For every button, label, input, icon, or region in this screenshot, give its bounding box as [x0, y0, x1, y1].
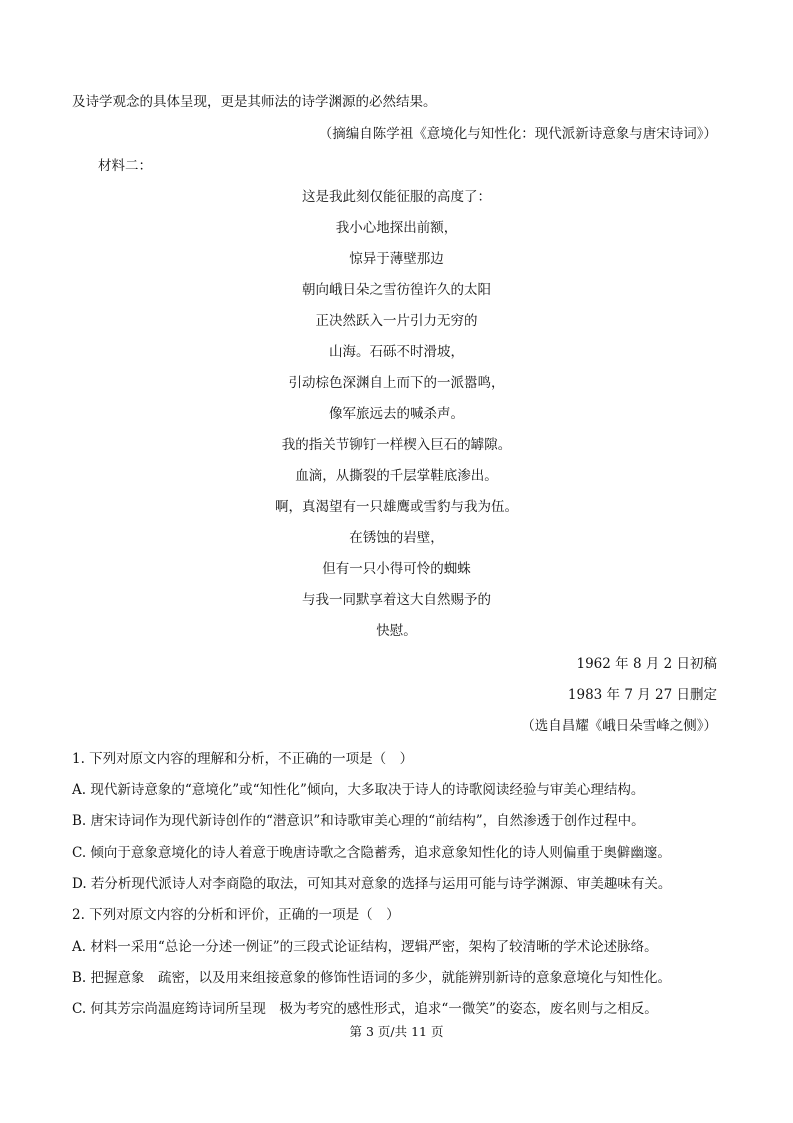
question-2-option-a: A. 材料一采用“总论一分述一例证”的三段式论证结构，逻辑严密，架构了较清晰的学术论述脉络。	[72, 939, 658, 955]
intro-paragraph-end: 及诗学观念的具体呈现，更是其师法的诗学渊源的必然结果。	[72, 94, 437, 110]
poem-date-draft: 1962 年 8 月 2 日初稿	[576, 656, 717, 672]
source-citation-1: （摘编自陈学祖《意境化与知性化：现代派新诗意象与唐宋诗词》）	[318, 126, 717, 142]
source-citation-2: （选自昌耀《峨日朵雪峰之侧》）	[521, 718, 717, 734]
question-2-stem: 2. 下列对原文内容的分析和评价，正确的一项是（ ）	[72, 907, 400, 923]
question-2-option-c: C. 何其芳宗尚温庭筠诗词所呈现 极为考究的感性形式，追求“一微笑”的姿态，废名则与之相反。	[72, 1001, 658, 1017]
poem-line: 与我一同默享着这大自然赐予的	[302, 592, 491, 608]
poem-line: 快慰。	[376, 623, 417, 639]
poem-line: 我的指关节铆钉一样楔入巨石的罅隙。	[281, 437, 512, 453]
question-2-option-b: B. 把握意象 疏密，以及用来组接意象的修饰性语词的多少，就能辨别新诗的意象意境化与知性化。	[72, 970, 672, 986]
question-1-option-a: A. 现代新诗意象的“意境化”或“知性化”倾向，大多取决于诗人的诗歌阅读经验与审美心理结构。	[72, 782, 645, 798]
question-1-option-c: C. 倾向于意象意境化的诗人着意于晚唐诗歌之含隐蓄秀，追求意象知性化的诗人则偏重于奥僻幽邃。	[72, 845, 671, 861]
poem-line: 这是我此刻仅能征服的高度了：	[302, 189, 491, 205]
poem-line: 但有一只小得可怜的蜘蛛	[322, 561, 471, 577]
question-1-stem: 1. 下列对原文内容的理解和分析，不正确的一项是（ ）	[72, 751, 414, 767]
page-number-footer: 第 3 页/共 11 页	[349, 1024, 444, 1039]
poem-line: 血滴，从撕裂的千层掌鞋底渗出。	[295, 468, 498, 484]
poem-line: 啊，真渴望有一只雄鹰或雪豹与我为伍。	[275, 499, 518, 515]
poem-line: 在锈蚀的岩壁，	[349, 530, 444, 546]
poem-line: 像军旅远去的喊杀声。	[329, 406, 464, 422]
poem-line: 山海。石砾不时滑坡，	[329, 344, 464, 360]
question-1-option-b: B. 唐宋诗词作为现代新诗创作的“潜意识”和诗歌审美心理的“前结构”，自然渗透于创作过程中。	[72, 813, 645, 829]
poem-line: 惊异于薄壁那边	[349, 251, 444, 267]
material-2-label: 材料二：	[98, 158, 152, 174]
question-1-option-d: D. 若分析现代派诗人对李商隐的取法，可知其对意象的选择与运用可能与诗学渊源、审美趣味有关。	[72, 876, 672, 892]
poem-line: 朝向峨日朵之雪彷徨许久的太阳	[302, 282, 491, 298]
poem-line: 正决然跃入一片引力无穷的	[315, 313, 478, 329]
poem-line: 引动棕色深渊自上而下的一派嚣鸣，	[288, 375, 505, 391]
poem-line: 我小心地探出前额，	[335, 220, 458, 236]
poem-date-final: 1983 年 7 月 27 日删定	[567, 687, 717, 703]
